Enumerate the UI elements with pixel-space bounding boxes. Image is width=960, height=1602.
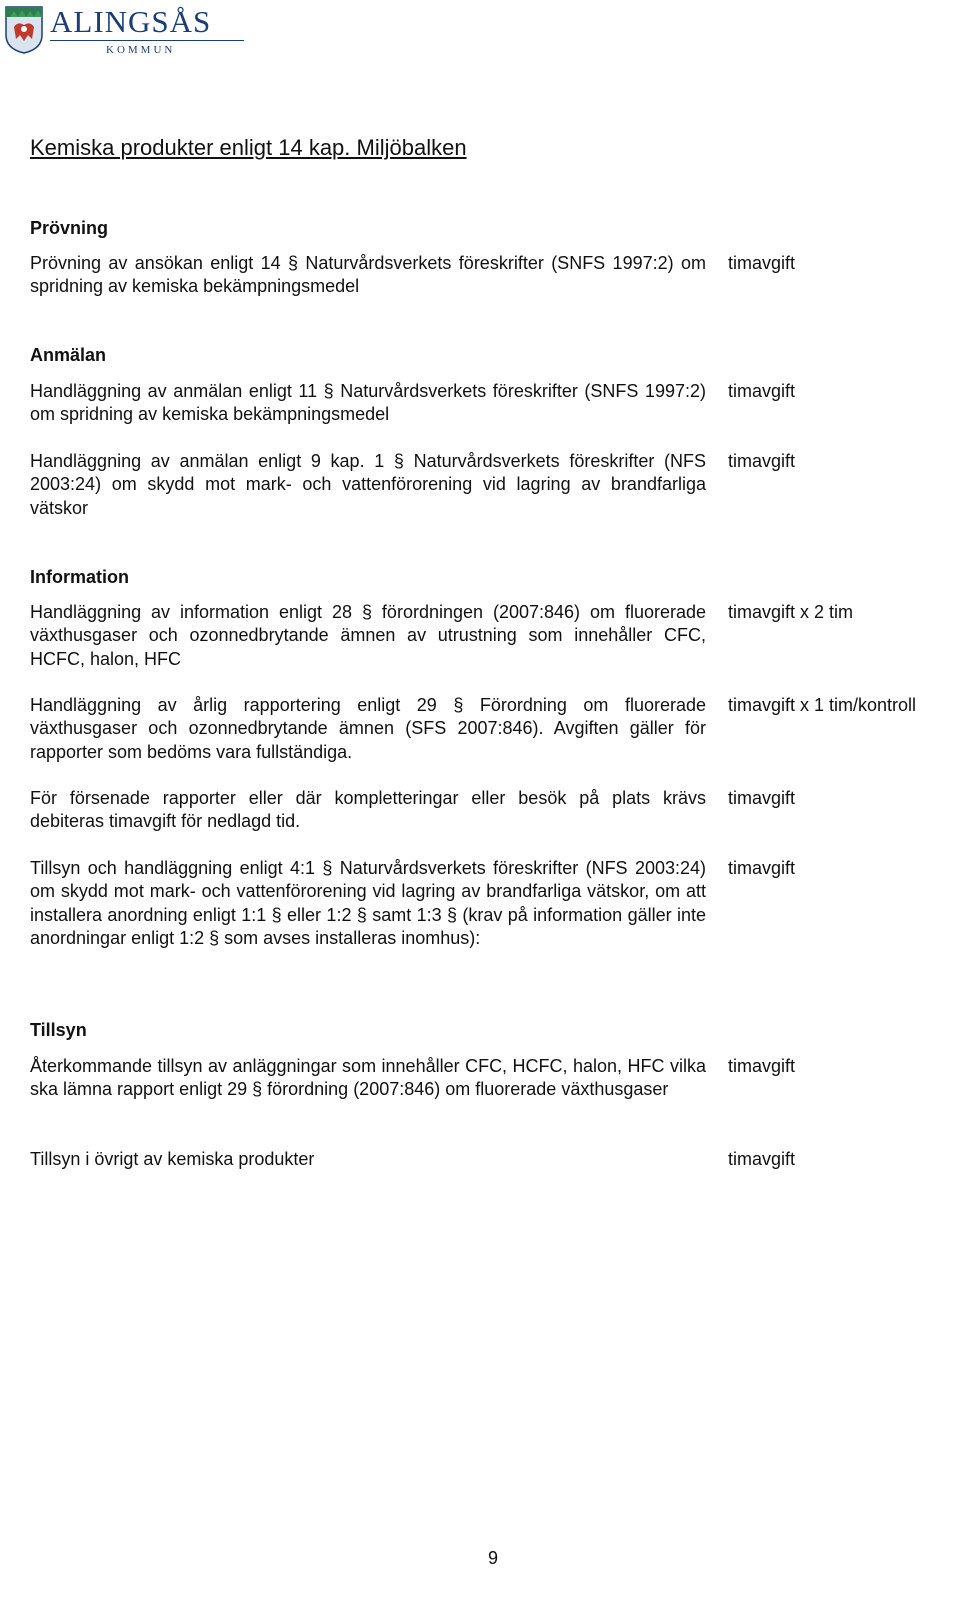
item-fee: timavgift (728, 451, 796, 471)
item-fee: timavgift (728, 381, 796, 401)
heading-provning: Prövning (30, 218, 109, 238)
item-fee: timavgift x 2 tim (728, 602, 854, 622)
heading-tillsyn: Tillsyn (30, 1020, 87, 1040)
item-description: Handläggning av anmälan enligt 11 § Naturvårdsverkets föreskrifter (SNFS 1997:2) om spridning av kemiska bekämpningsmedel (30, 381, 706, 425)
coat-of-arms-icon (4, 5, 44, 55)
alingsas-logo (2, 0, 252, 62)
item-fee: timavgift (728, 1149, 796, 1169)
item-fee: timavgift (728, 858, 796, 878)
item-fee: timavgift (728, 788, 796, 808)
logo-divider (50, 40, 244, 41)
item-fee: timavgift (728, 253, 796, 273)
logo-name: ALINGSÅS (50, 4, 212, 39)
item-description: Tillsyn och handläggning enligt 4:1 § Naturvårdsverkets föreskrifter (NFS 2003:24) om skydd mot mark- och vattenförorening vid lagring av brandfarliga vätskor, om att installera anordning enligt 1:1 § eller 1:2 § samt 1:3 § (krav på information gäller inte anordningar enligt 1:2 § som avses installeras inomhus): (30, 858, 706, 949)
item-fee: timavgift x 1 tim/kontroll (728, 695, 917, 715)
item-description: För försenade rapporter eller där kompletteringar eller besök på plats krävs debiteras timavgift för nedlagd tid. (30, 788, 706, 832)
item-description: Handläggning av anmälan enligt 9 kap. 1 § Naturvårdsverkets föreskrifter (NFS 2003:24) om skydd mot mark- och vattenförorening vid lagring av brandfarliga vätskor (30, 451, 706, 518)
logo-subtitle: KOMMUN (106, 44, 176, 56)
item-description: Återkommande tillsyn av anläggningar som innehåller CFC, HCFC, halon, HFC vilka ska lämna rapport enligt 29 § förordning (2007:846) om fluorerade växthusgaser (30, 1056, 706, 1100)
page-number: 9 (487, 1548, 498, 1568)
heading-information: Information (30, 567, 129, 587)
item-description: Handläggning av årlig rapportering enligt 29 § Förordning om fluorerade växthusgaser och ozonnedbrytande ämnen (SFS 2007:846). Avgiften gäller för rapporter som bedöms vara fullständiga. (30, 695, 706, 762)
heading-anmalan: Anmälan (30, 345, 107, 365)
item-description: Prövning av ansökan enligt 14 § Naturvårdsverkets föreskrifter (SNFS 1997:2) om spridning av kemiska bekämpningsmedel (30, 253, 706, 297)
item-description: Tillsyn i övrigt av kemiska produkter (30, 1149, 315, 1169)
item-fee: timavgift (728, 1056, 796, 1076)
item-description: Handläggning av information enligt 28 § förordningen (2007:846) om fluorerade växthusgaser och ozonnedbrytande ämnen av utrustning som innehåller CFC, HCFC, halon, HFC (30, 602, 706, 669)
document-title: Kemiska produkter enligt 14 kap. Miljöbalken (30, 135, 467, 160)
